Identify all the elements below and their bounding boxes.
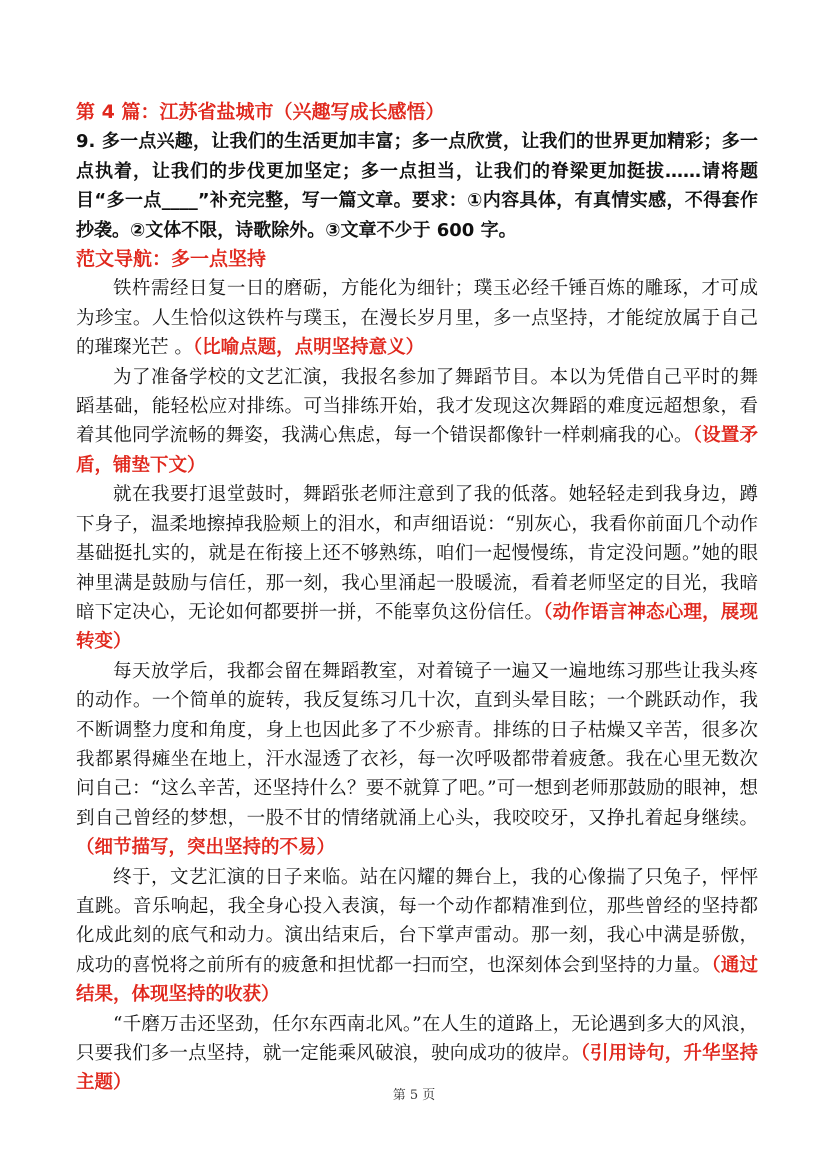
- essay-paragraph: [76, 363, 758, 481]
- paragraph-annotation: （细节描写，突出坚持的不易）: [76, 837, 336, 859]
- essay-heading: 范文导航：多一点坚持: [76, 248, 267, 271]
- paragraph-annotation: （引用诗句，升华坚持主题）: [76, 1043, 758, 1094]
- essay-paragraph: [76, 863, 758, 1010]
- essay-paragraph: [76, 274, 758, 362]
- question-block: [76, 127, 758, 245]
- question-number: 9.: [76, 131, 96, 153]
- essay-paragraph: [76, 480, 758, 656]
- section-heading: 第 4 篇：江苏省盐城市（兴趣写成长感悟）: [76, 101, 445, 123]
- paragraph-text: “千磨万击还坚劲，任尔东西南北风。”在人生的道路上，无论遇到多大的风浪，只要我们多一点坚持，就一定能乘风破浪，驶向成功的彼岸。: [76, 1013, 758, 1064]
- paragraph-annotation: （设置矛盾，铺垫下文）: [76, 425, 758, 476]
- question-text: 多一点兴趣，让我们的生活更加丰富；多一点欣赏，让我们的世界更加精彩；多一点执着，让我们的步伐更加坚定；多一点担当，让我们的脊梁更加挺拔……请将题目“多一点____”补充完整，写一篇文章。要求：①内容具体，有真情实感，不得套作抄袭。②文体不限，诗歌除外。③文章不少于 600 字。: [76, 131, 758, 241]
- paragraph-text: 终于，文艺汇演的日子来临。站在闪耀的舞台上，我的心像揣了只兔子，怦怦直跳。音乐响起，我全身心投入表演，每一个动作都精准到位，那些曾经的坚持都化成此刻的底气和动力。演出结束后，台下掌声雷动。那一刻，我心中满是骄傲，成功的喜悦将之前所有的疲惫和担忧都一扫而空，也深刻体会到坚持的力量。: [76, 866, 758, 976]
- paragraph-annotation: （通过结果，体现坚持的收获）: [76, 954, 758, 1006]
- page-number: 第 5 页: [392, 1088, 436, 1103]
- paragraph-text: 为了准备学校的文艺汇演，我报名参加了舞蹈节目。本以为凭借自己平时的舞蹈基础，能轻松应对排练。可当排练开始，我才发现这次舞蹈的难度远超想象，看着其他同学流畅的舞姿，我满心焦虑，每一个错误都像针一样刺痛我的心。: [76, 366, 758, 447]
- paragraph-text: 铁杵需经日复一日的磨砺，方能化为细针；璞玉必经千锤百炼的雕琢，才可成为珍宝。人生恰似这铁杵与璞玉，在漫长岁月里，多一点坚持，才能绽放属于自己的璀璨光芒 。: [76, 278, 758, 359]
- paragraph-text: 就在我要打退堂鼓时，舞蹈张老师注意到了我的低落。她轻轻走到我身边，蹲下身子，温柔地擦掉我脸颊上的泪水，和声细语说：“别灰心，我看你前面几个动作基础挺扎实的，就是在衔接上还不够熟练，咱们一起慢慢练，肯定没问题。”她的眼神里满是鼓励与信任，那一刻，我心里涌起一股暖流，看着老师坚定的目光，我暗暗下定决心，无论如何都要拼一拼，不能辜负这份信任。: [76, 484, 758, 623]
- paragraph-text: 每天放学后，我都会留在舞蹈教室，对着镜子一遍又一遍地练习那些让我头疼的动作。一个简单的旋转，我反复练习几十次，直到头晕目眩；一个跳跃动作，我不断调整力度和角度，身上也因此多了不少瘀青。排练的日子枯燥又辛苦，很多次我都累得瘫坐在地上，汗水湿透了衣衫，每一次呼吸都带着疲惫。我在心里无数次问自己：“这么辛苦，还坚持什么？要不就算了吧。”可一想到老师那鼓励的眼神，想到自己曾经的梦想，一股不甘的情绪就涌上心头，我咬咬牙，又挣扎着起身继续。: [76, 660, 758, 829]
- paragraph-annotation: （比喻点题，点明坚持意义）: [192, 337, 425, 359]
- paragraph-annotation: （动作语言神态心理，展现转变）: [76, 601, 758, 653]
- essay-paragraph: [76, 657, 758, 863]
- document-content: [76, 98, 758, 1098]
